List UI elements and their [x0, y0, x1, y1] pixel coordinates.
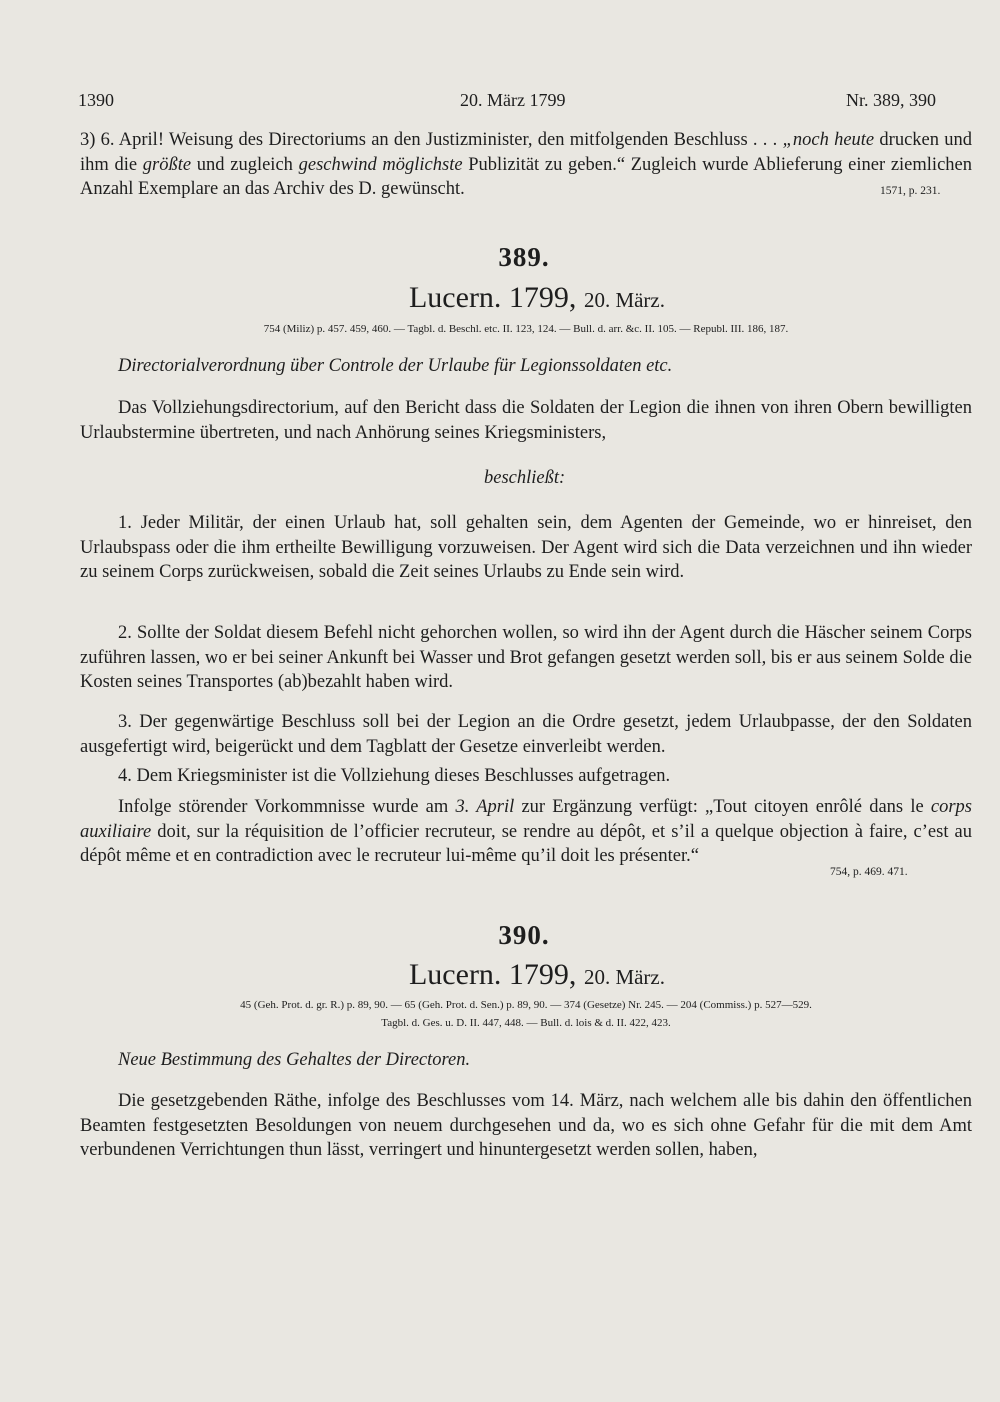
preceding-note: 3) 6. April! Weisung des Directoriums an den Justizminister, den mitfolgenden Beschluss . . . „noch heute drucken und ihm die größte und zugleich geschwind möglichste Publizität zu geben.“ Zugleich wurde Ablieferung einer ziemlichen Anzahl Exemplare an das Archiv des D. gewünscht.	[80, 130, 972, 199]
supplement-paragraph: Infolge störender Vorkommnisse wurde am 3. April zur Ergänzung verfügt: „Tout citoyen enrôlé dans le corps auxiliaire doit, sur la réquisition de l’officier recruteur, se rendre au dépôt, et s’il a quelque objection à faire, c’est au dépôt même et en contradiction avec le recruteur lui-même qu’il doit les présenter.“	[80, 797, 972, 866]
document-place-date-390: Lucern. 1799, 20. März.	[408, 958, 665, 991]
page-number: 1390	[78, 90, 114, 110]
intro-paragraph-389: Das Vollziehungsdirectorium, auf den Bericht dass die Soldaten der Legion die ihnen von ihren Obern bewilligten Urlaubstermine übertreten, und nach Anhörung seines Kriegsministers,	[80, 398, 972, 443]
archive-references-390-line1: 45 (Geh. Prot. d. gr. R.) p. 89, 90. — 65 (Geh. Prot. d. Sen.) p. 89, 90. — 374 (Gesetze) Nr. 245. — 204 (Commiss.) p. 527—529.	[240, 999, 812, 1011]
resolution-heading: beschließt:	[484, 468, 566, 488]
intro-paragraph-390: Die gesetzgebenden Räthe, infolge des Beschlusses vom 14. März, nach welchem alle bis dahin den öffentlichen Beamten festgesetzten Besoldungen von neuem durchgesehen und da, wo es sich ohne Gefahr für die mit dem Amt verbundenen Verrichtungen thun lässt, verringert und hinuntergesetzt werden sollen, haben,	[80, 1091, 972, 1160]
supplement-reference: 754, p. 469. 471.	[830, 866, 908, 878]
header-numbers: Nr. 389, 390	[846, 90, 936, 110]
archive-references-389: 754 (Miliz) p. 457. 459, 460. — Tagbl. d. Beschl. etc. II. 123, 124. — Bull. d. arr. &c. II. 105. — Republ. III. 186, 187.	[263, 323, 789, 335]
article-4: 4. Dem Kriegsminister ist die Vollziehung dieses Beschlusses aufgetragen.	[118, 766, 671, 786]
note-reference: 1571, p. 231.	[880, 185, 941, 197]
archive-references-390-line2: Tagbl. d. Ges. u. D. II. 447, 448. — Bull. d. lois & d. II. 422, 423.	[381, 1017, 671, 1029]
document-number-390: 390.	[498, 920, 550, 950]
article-3: 3. Der gegenwärtige Beschluss soll bei der Legion an die Ordre gesetzt, jedem Urlaubpasse, der den Soldaten ausgefertigt wird, beigerückt und dem Tagblatt der Gesetze einverleibt werden.	[80, 712, 972, 757]
article-2: 2. Sollte der Soldat diesem Befehl nicht gehorchen wollen, so wird ihn der Agent durch die Häscher seinem Corps zuführen lassen, wo er bei seiner Ankunft bei Wasser und Brot gefangen gesetzt werden soll, bis er aus seinem Solde die Kosten seines Transportes (ab)bezahlt haben wird.	[80, 623, 972, 692]
document-number-389: 389.	[498, 242, 550, 272]
document-title-389: Directorialverordnung über Controle der Urlaube für Legionssoldaten etc.	[118, 356, 673, 376]
header-date: 20. März 1799	[460, 90, 566, 110]
document-place-date-389: Lucern. 1799, 20. März.	[408, 281, 665, 314]
article-1: 1. Jeder Militär, der einen Urlaub hat, soll gehalten sein, dem Agenten der Gemeinde, wo er hinreiset, den Urlaubspass oder die ihm ertheilte Bewilligung vorzuweisen. Der Agent wird sich die Data verzeichnen und ihn wieder zu seinem Corps zurückweisen, sobald die Zeit seines Urlaubs zu Ende sein wird.	[80, 513, 972, 582]
document-title-390: Neue Bestimmung des Gehaltes der Directoren.	[118, 1050, 471, 1070]
